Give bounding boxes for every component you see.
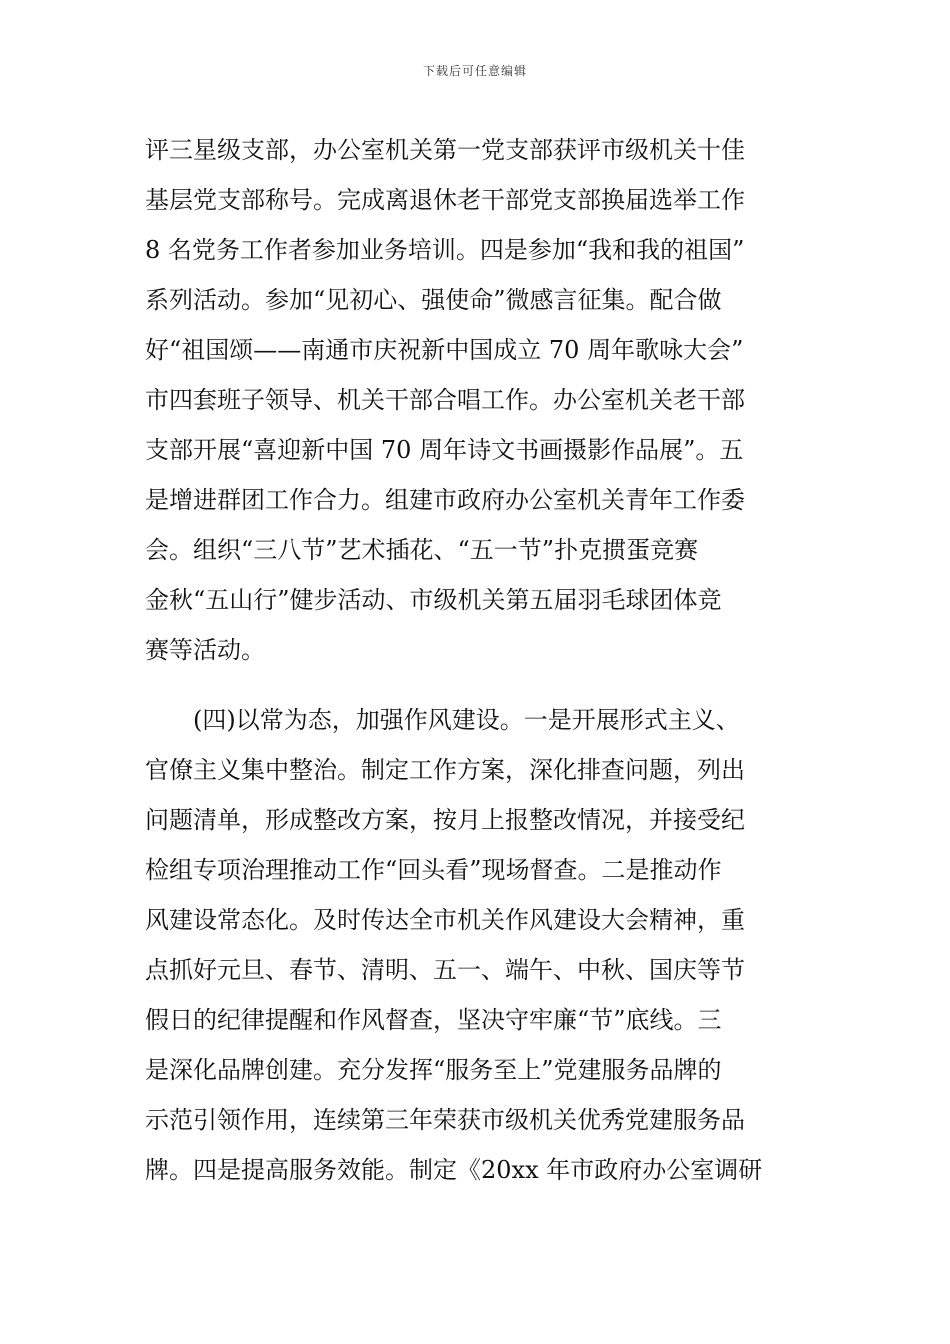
paragraph-line: 基层党支部称号。完成离退休老干部党支部换届选举工作 <box>145 186 745 214</box>
paragraph-line: 风建设常态化。及时传达全市机关作风建设大会精神，重 <box>145 906 745 934</box>
paragraph-line: 检组专项治理推动工作“回头看”现场督查。二是推动作 <box>145 856 722 884</box>
paragraph-line: 牌。四是提高服务效能。制定《20xx 年市政府办公室调研 <box>145 1156 763 1184</box>
paragraph-line: 金秋“五山行”健步活动、市级机关第五届羽毛球团体竞 <box>145 586 722 614</box>
paragraph-line: 8 名党务工作者参加业务培训。四是参加“我和我的祖国” <box>145 236 745 264</box>
paragraph-line: 系列活动。参加“见初心、强使命”微感言征集。配合做 <box>145 286 722 314</box>
paragraph-line: 支部开展“喜迎新中国 70 周年诗文书画摄影作品展”。五 <box>145 436 744 464</box>
paragraph-line: 点抓好元旦、春节、清明、五一、端午、中秋、国庆等节 <box>145 956 745 984</box>
paragraph-line: 市四套班子领导、机关干部合唱工作。办公室机关老干部 <box>145 386 745 414</box>
paragraph-line: 会。组织“三八节”艺术插花、“五一节”扑克掼蛋竞赛 <box>145 536 699 564</box>
paragraph-line: 假日的纪律提醒和作风督查，坚决守牢廉“节”底线。三 <box>145 1006 722 1034</box>
page-header: 下载后可任意编辑 <box>422 64 527 78</box>
paragraph-1 <box>145 125 810 675</box>
paragraph-line: (四)以常为态，加强作风建设。一是开展形式主义、 <box>193 706 740 734</box>
paragraph-line: 是深化品牌创建。充分发挥“服务至上”党建服务品牌的 <box>145 1056 722 1084</box>
paragraph-line: 评三星级支部，办公室机关第一党支部获评市级机关十佳 <box>145 136 745 164</box>
paragraph-line: 是增进群团工作合力。组建市政府办公室机关青年工作委 <box>145 486 745 514</box>
paragraph-line: 赛等活动。 <box>145 636 265 664</box>
paragraph-line: 问题清单，形成整改方案，按月上报整改情况，并接受纪 <box>145 806 745 834</box>
paragraph-line: 官僚主义集中整治。制定工作方案，深化排查问题，列出 <box>145 756 745 784</box>
paragraph-line: 示范引领作用，连续第三年荣获市级机关优秀党建服务品 <box>145 1106 745 1134</box>
paragraph-line: 好“祖国颂——南通市庆祝新中国成立 70 周年歌咏大会” <box>145 336 744 364</box>
paragraph-2 <box>145 695 810 1195</box>
